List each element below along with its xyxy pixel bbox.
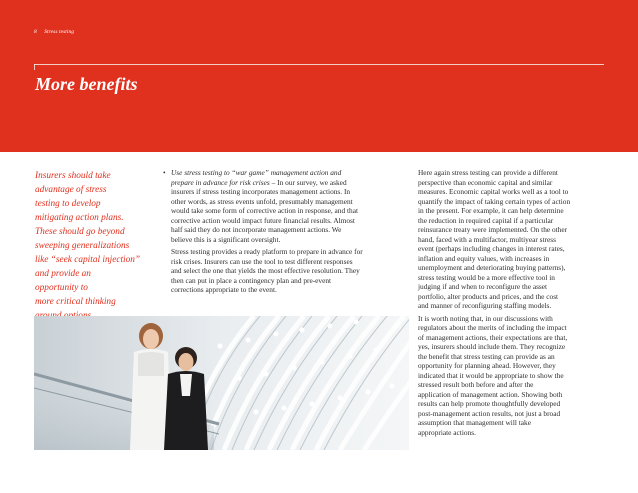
pull-quote-line: testing to develop — [35, 199, 101, 209]
body-line: portfolio, alter products and prices, and the cost — [418, 291, 559, 301]
header-rule — [34, 64, 604, 65]
photo-illustration — [34, 316, 409, 450]
body-line: reinsurance treaty were implemented. On the other — [418, 225, 568, 234]
body-line: event (perhaps including changes in interest rates, — [418, 244, 565, 253]
body-line: in the present. For example, it can help determine — [418, 206, 564, 215]
body-line: believe this is a significant oversight. — [171, 234, 281, 244]
body-line: unemployment and deteriorating buying patterns), — [418, 263, 566, 272]
body-line: the reduction in required capital if a particular — [418, 215, 554, 225]
body-line: opportunity for planning ahead. However, they — [418, 361, 556, 370]
body-line: risk crises. Insurers can use the tool to test different responses — [171, 256, 353, 266]
body-line: inflation and equity values, with increases in — [418, 253, 550, 263]
pull-quote-line: mitigating action plans. — [35, 213, 124, 223]
body-line: insurers if stress testing incorporates management actions. In — [171, 187, 351, 196]
photo-two-women-atrium — [34, 316, 409, 450]
body-line: half said they do not incorporate management actions. We — [171, 225, 342, 234]
running-head — [34, 29, 74, 35]
body-line: perspective than economic capital and similar — [418, 177, 553, 187]
bullet-item — [163, 168, 395, 244]
body-line: would take some form of corrective action in response, and that — [171, 206, 359, 215]
body-line: hand, faced with a multifactor, multiyear stress — [418, 234, 556, 244]
page-number: 8 — [34, 29, 37, 35]
pull-quote-line: sweeping generalizations — [35, 241, 130, 251]
body-paragraph — [418, 314, 623, 438]
pull-quote-line: and provide an — [35, 269, 91, 279]
pull-quote-line: advantage of stress — [35, 185, 107, 195]
pull-quote-line: Insurers should take — [35, 171, 111, 181]
body-line: Here again stress testing can provide a different — [418, 168, 558, 177]
body-line: and select the one that yields the most effective resolution. They — [171, 266, 360, 275]
body-line: results can help promote thoughtfully developed — [418, 399, 561, 408]
bullet-lead-text: Use stress testing to “war game” management action and — [171, 168, 342, 177]
body-line: appropriate actions. — [418, 427, 476, 437]
body-line: corrections appropriate to the event. — [171, 285, 277, 294]
body-paragraph — [163, 247, 395, 295]
body-line: application of management action. Showing both — [418, 389, 563, 399]
pull-quote-line: These should go beyond — [35, 227, 125, 237]
bullet-body-text: – In our survey, we asked — [269, 177, 347, 187]
pull-quote-line: opportunity to — [35, 283, 88, 293]
section-name: Stress testing — [44, 29, 75, 35]
body-line: of management actions, their expectations are that, — [418, 332, 568, 342]
body-line: stressed result both before and after the — [418, 380, 534, 389]
pull-quote — [35, 169, 163, 323]
body-line: then can put in place a contingency plan and pre-event — [171, 275, 332, 285]
body-line: other words, as stress events unfold, presumably management — [171, 196, 353, 206]
body-column-right — [418, 168, 623, 440]
body-line: It is worth noting that, in our discussions with — [418, 313, 553, 323]
body-column-middle — [163, 168, 395, 298]
body-line: yes, insurers should include them. They recognize — [418, 342, 566, 351]
pull-quote-line: more critical thinking — [35, 297, 116, 307]
body-line: measures. Economic capital works well as a tool to — [418, 187, 569, 196]
bullet-marker: • — [163, 168, 166, 177]
body-line: stress testing would be a more effective tool in — [418, 272, 555, 282]
body-line: judging if and when to reconfigure the asset — [418, 282, 548, 291]
body-paragraph — [418, 168, 623, 311]
body-line: assumption that management will take — [418, 418, 531, 427]
pull-quote-line: like “seek capital injection” — [35, 255, 141, 265]
body-line: quantify the impact of taking certain types of action — [418, 196, 571, 206]
bullet-lead-text: prepare in advance for risk crises — [171, 177, 270, 187]
body-line: indicated that it would be appropriate to show the — [418, 370, 564, 380]
body-line: post-management action results, not just a broad — [418, 408, 561, 418]
body-line: and manner of reconfiguring staffing models. — [418, 301, 552, 310]
page-title: More benefits — [35, 74, 138, 94]
header-rule-tick — [34, 64, 35, 70]
body-line: corrective action would impact future financial results. Almost — [171, 215, 355, 225]
body-line: regulators about the merits of including the impact — [418, 323, 567, 332]
body-line: the benefit that stress testing can provide as an — [418, 351, 555, 361]
body-line: Stress testing provides a ready platform to prepare in advance for — [171, 247, 363, 256]
